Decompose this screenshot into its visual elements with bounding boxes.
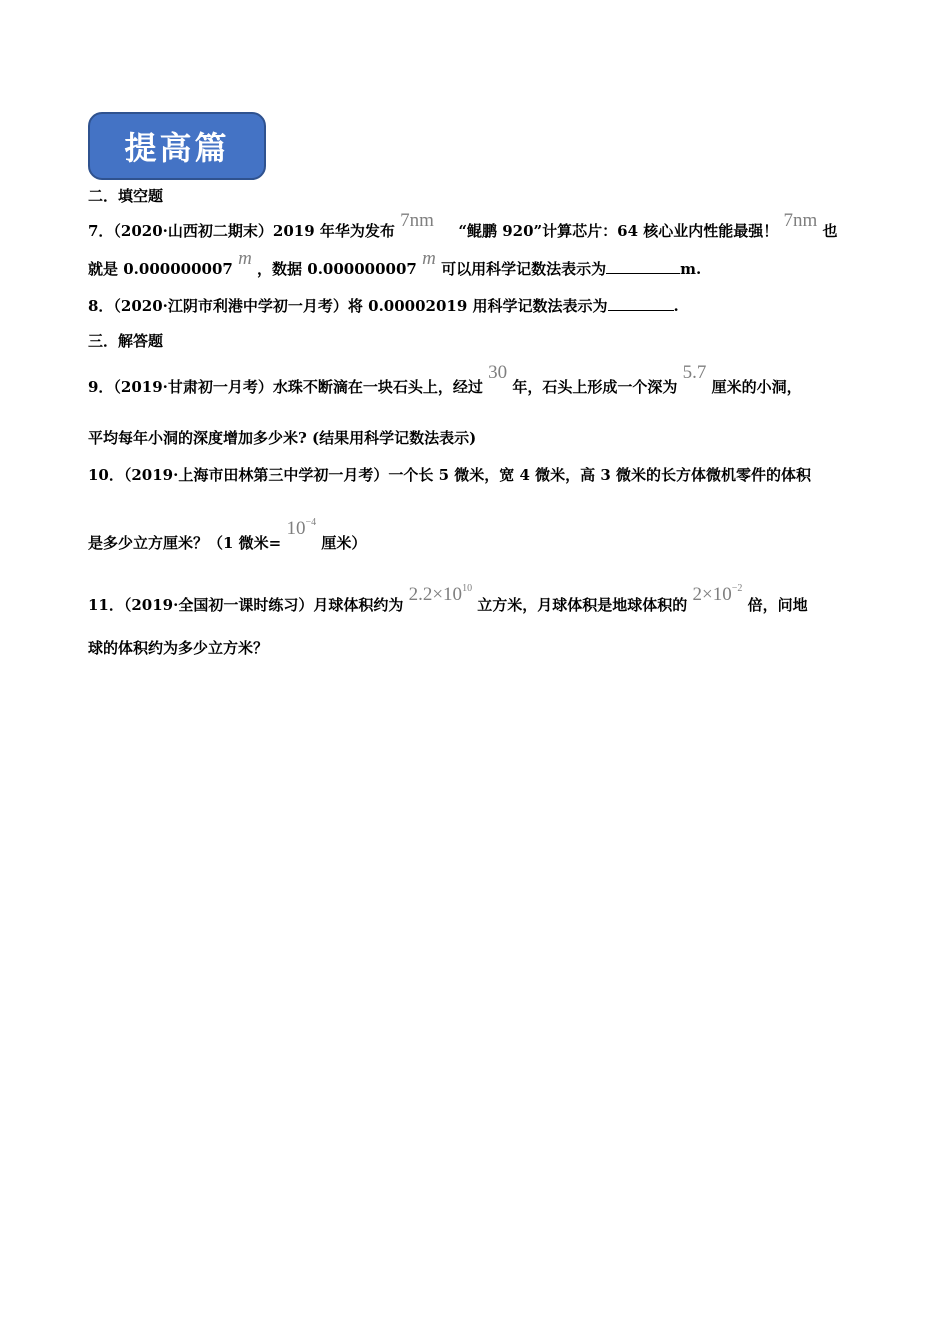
q7-math-7nm: 7nm [400,210,434,231]
q9-text-a: 9．（2019·甘肃初一月考）水珠不断滴在一块石头上，经过 [88,378,483,396]
q8-answer-blank[interactable] [608,296,674,311]
q7-math-m: m [238,248,252,269]
q10-math-power [286,513,316,539]
q11-text-b: 立方米，月球体积是地球体积的 [477,596,688,614]
question-9-line-2: 平均每年小洞的深度增加多少米? (结果用科学记数法表示) [88,429,477,447]
question-10-line-1: 10．（2019·上海市田林第三中学初一月考）一个长 5 微米，宽 4 微米，高 3 微米的长方体微机零件的体积 [88,466,811,484]
question-7-line-1 [88,210,838,241]
q7-text-d: 就是 0.000000007 [88,260,233,278]
q10-text-b: 是多少立方厘米？（1 微米= [88,534,282,552]
q7-answer-blank[interactable] [606,259,680,274]
section-badge [88,112,266,180]
q11-math-base: 2.2×10 [408,584,463,605]
q11-math-moon-volume [409,579,472,605]
q9-math-30: 30 [488,362,508,383]
q10-text-c: 厘米） [321,534,367,552]
section-heading-fill-blank: 二．填空题 [88,187,164,205]
question-8 [88,296,679,316]
question-11-line-1 [88,583,808,615]
q11-math-exponent-2: −2 [731,583,743,594]
question-11-line-2: 球的体积约为多少立方米？ [88,639,269,657]
q9-text-b: 年，石头上形成一个深为 [512,378,678,396]
q7-text-f: 可以用科学记数法表示为 [441,260,607,278]
q8-text-b: . [673,297,679,315]
q8-text-a: 8．（2020·江阴市利港中学初一月考）将 0.00002019 用科学记数法表示为 [88,297,608,315]
q7-text-c: 也 [822,222,838,240]
badge-label: 提高篇 [124,129,230,167]
question-7-line-2 [88,248,702,279]
q11-math-exponent: 10 [462,583,473,594]
q9-math-5-7: 5.7 [682,362,707,383]
q10-math-exponent: −4 [305,517,317,528]
q11-text-a: 11．（2019·全国初一课时练习）月球体积约为 [88,596,404,614]
q7-math-m-2: m [422,248,436,269]
q11-math-base-2: 2×10 [692,584,732,605]
question-10-line-2 [88,517,367,553]
q7-text-e: ，数据 0.000000007 [257,260,417,278]
q11-math-ratio [693,579,743,605]
q7-math-7nm-2: 7nm [783,210,818,231]
q7-text-g: m. [680,260,702,278]
q10-math-base: 10 [286,518,306,539]
question-9-line-1 [88,362,802,397]
section-heading-solve: 三．解答题 [88,332,164,350]
q9-text-c: 厘米的小洞， [711,378,802,396]
q7-text-b: “鲲鹏 920”计算芯片：64 核心业内性能最强！ [458,222,779,240]
q7-text-a: 7．（2020·山西初二期末）2019 年华为发布 [88,222,395,240]
q11-text-c: 倍，问地 [747,596,808,614]
